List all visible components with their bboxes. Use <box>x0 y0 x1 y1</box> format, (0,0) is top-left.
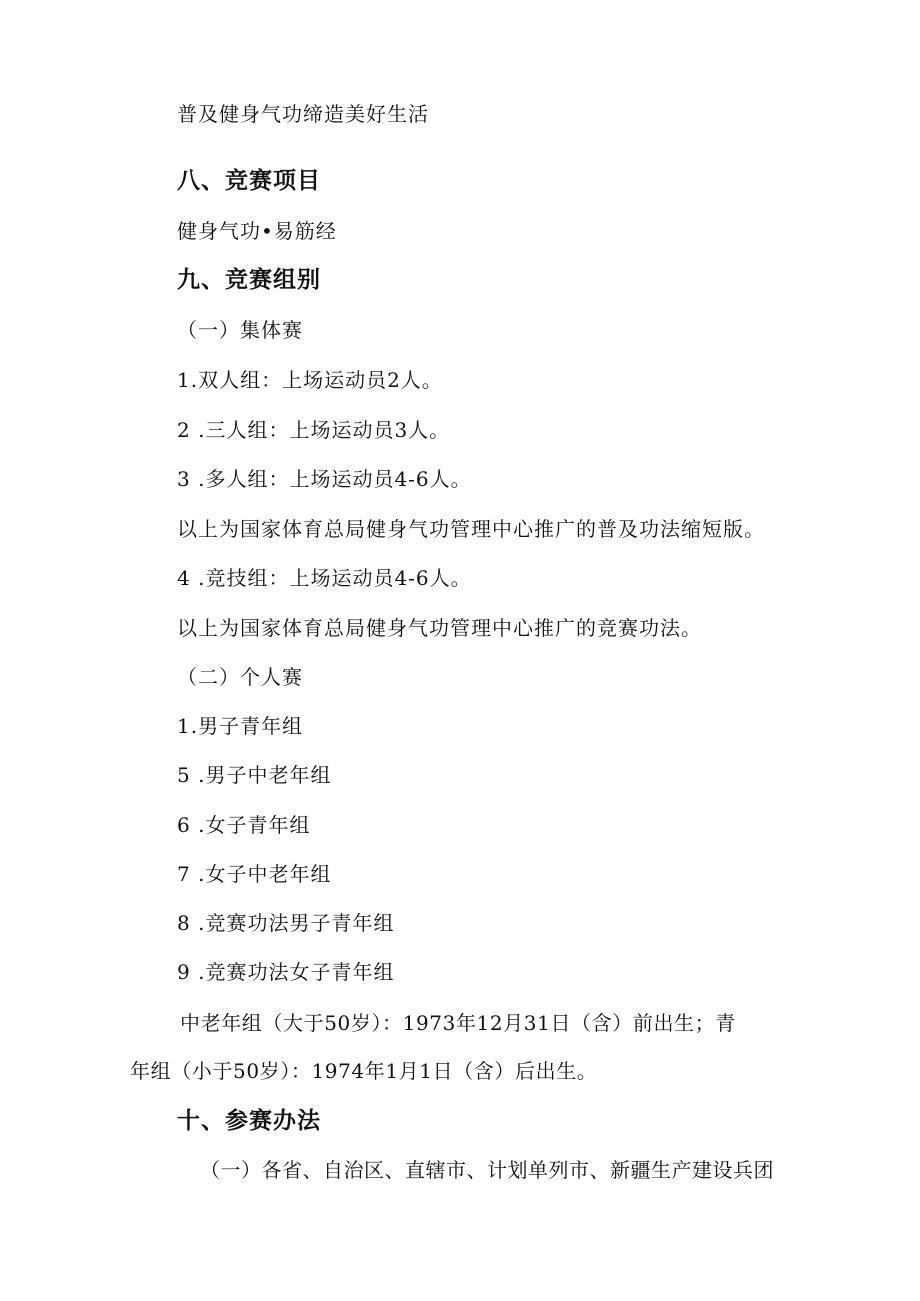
group-collective-label: （一）集体赛 <box>177 318 303 342</box>
section-9-heading: 九、竞赛组别 <box>177 267 321 293</box>
collective-note: 以上为国家体育总局健身气功管理中心推广的普及功法缩短版。 <box>177 517 765 541</box>
collective-note: 以上为国家体育总局健身气功管理中心推广的竞赛功法。 <box>177 616 702 640</box>
individual-item: 7 .女子中老年组 <box>177 862 332 886</box>
competition-item: 健身气功•易筋经 <box>177 219 337 243</box>
section-10-heading: 十、参赛办法 <box>177 1108 321 1134</box>
collective-item: 1.双人组：上场运动员2人。 <box>177 368 443 392</box>
age-note-line-1: 中老年组（大于50岁）：1973年12月31日（含）前出生；青 <box>180 1011 736 1035</box>
section-8-heading: 八、竞赛项目 <box>177 168 321 194</box>
collective-item: 4 .竞技组：上场运动员4-6人。 <box>177 566 472 590</box>
collective-item: 2 .三人组：上场运动员3人。 <box>177 418 451 442</box>
section-10-paragraph: （一）各省、自治区、直辖市、计划单列市、新疆生产建设兵团 <box>200 1158 774 1182</box>
collective-item: 3 .多人组：上场运动员4-6人。 <box>177 467 472 491</box>
individual-item: 1.男子青年组 <box>177 714 304 738</box>
individual-item: 6 .女子青年组 <box>177 813 311 837</box>
individual-item: 8 .竞赛功法男子青年组 <box>177 911 395 935</box>
group-individual-label: （二）个人赛 <box>177 665 303 689</box>
slogan-text: 普及健身气功缔造美好生活 <box>177 102 429 126</box>
individual-item: 5 .男子中老年组 <box>177 763 332 787</box>
individual-item: 9 .竞赛功法女子青年组 <box>177 960 395 984</box>
age-note-line-2: 年组（小于50岁）：1974年1月1日（含）后出生。 <box>130 1059 598 1083</box>
